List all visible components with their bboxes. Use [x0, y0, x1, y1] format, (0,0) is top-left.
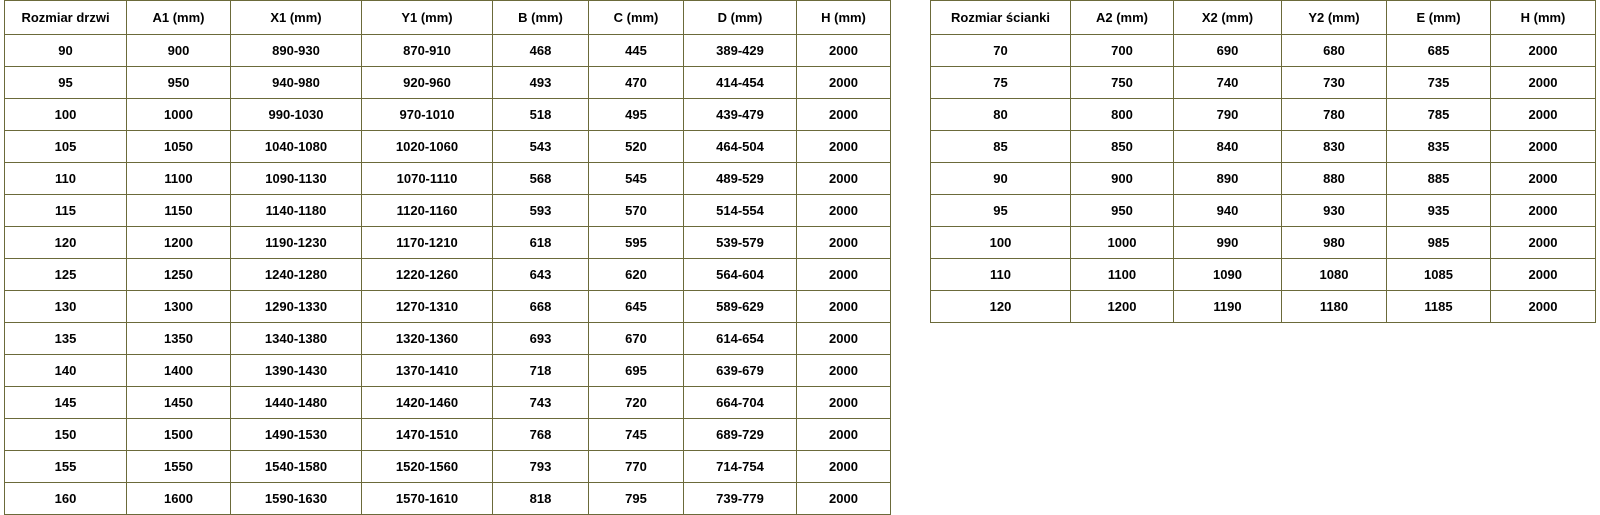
table-row — [5, 355, 891, 387]
cell: 125 — [5, 259, 127, 291]
table-row — [5, 163, 891, 195]
cell: 985 — [1387, 227, 1491, 259]
table-row — [5, 67, 891, 99]
column-header-h: H (mm) — [797, 1, 891, 35]
cell: 668 — [493, 291, 589, 323]
table-row — [5, 35, 891, 67]
table-header-row — [931, 1, 1596, 35]
cell: 2000 — [797, 323, 891, 355]
table-row — [5, 227, 891, 259]
cell: 689-729 — [684, 419, 797, 451]
column-header-rozmiar-drzwi: Rozmiar drzwi — [5, 1, 127, 35]
cell: 1200 — [127, 227, 231, 259]
cell: 620 — [589, 259, 684, 291]
cell: 890-930 — [231, 35, 362, 67]
cell: 2000 — [797, 259, 891, 291]
cell: 1090-1130 — [231, 163, 362, 195]
cell: 890 — [1174, 163, 1282, 195]
wall-table-header — [931, 1, 1596, 35]
cell: 795 — [589, 483, 684, 515]
table-row — [931, 35, 1596, 67]
cell: 2000 — [1491, 291, 1596, 323]
cell: 739-779 — [684, 483, 797, 515]
cell: 2000 — [797, 451, 891, 483]
cell: 793 — [493, 451, 589, 483]
cell: 2000 — [797, 387, 891, 419]
table-row — [5, 483, 891, 515]
cell: 439-479 — [684, 99, 797, 131]
cell: 1450 — [127, 387, 231, 419]
cell: 160 — [5, 483, 127, 515]
cell: 595 — [589, 227, 684, 259]
cell: 1300 — [127, 291, 231, 323]
cell: 1550 — [127, 451, 231, 483]
column-header-rozmiar-scianki: Rozmiar ścianki — [931, 1, 1071, 35]
cell: 1150 — [127, 195, 231, 227]
cell: 768 — [493, 419, 589, 451]
cell: 1440-1480 — [231, 387, 362, 419]
column-header-d: D (mm) — [684, 1, 797, 35]
cell: 2000 — [797, 483, 891, 515]
cell: 90 — [5, 35, 127, 67]
cell: 1390-1430 — [231, 355, 362, 387]
cell: 1040-1080 — [231, 131, 362, 163]
cell: 1540-1580 — [231, 451, 362, 483]
column-header-a1: A1 (mm) — [127, 1, 231, 35]
cell: 564-604 — [684, 259, 797, 291]
cell: 2000 — [797, 35, 891, 67]
cell: 150 — [5, 419, 127, 451]
cell: 545 — [589, 163, 684, 195]
cell: 1050 — [127, 131, 231, 163]
wall-panel-dimensions-table — [930, 0, 1596, 323]
table-row — [931, 131, 1596, 163]
cell: 680 — [1282, 35, 1387, 67]
cell: 470 — [589, 67, 684, 99]
cell: 645 — [589, 291, 684, 323]
cell: 520 — [589, 131, 684, 163]
cell: 720 — [589, 387, 684, 419]
doors-table-body — [5, 35, 891, 515]
table-row — [5, 419, 891, 451]
cell: 2000 — [1491, 131, 1596, 163]
cell: 105 — [5, 131, 127, 163]
cell: 1170-1210 — [362, 227, 493, 259]
cell: 835 — [1387, 131, 1491, 163]
cell: 1270-1310 — [362, 291, 493, 323]
cell: 1370-1410 — [362, 355, 493, 387]
cell: 70 — [931, 35, 1071, 67]
cell: 135 — [5, 323, 127, 355]
cell: 2000 — [797, 99, 891, 131]
cell: 664-704 — [684, 387, 797, 419]
cell: 970-1010 — [362, 99, 493, 131]
cell: 539-579 — [684, 227, 797, 259]
cell: 2000 — [1491, 67, 1596, 99]
cell: 614-654 — [684, 323, 797, 355]
table-row — [5, 99, 891, 131]
cell: 514-554 — [684, 195, 797, 227]
column-header-x1: X1 (mm) — [231, 1, 362, 35]
cell: 920-960 — [362, 67, 493, 99]
cell: 1220-1260 — [362, 259, 493, 291]
cell: 618 — [493, 227, 589, 259]
cell: 2000 — [797, 419, 891, 451]
doors-dimensions-table-container — [4, 0, 891, 515]
column-header-c: C (mm) — [589, 1, 684, 35]
cell: 95 — [931, 195, 1071, 227]
cell: 980 — [1282, 227, 1387, 259]
table-row — [931, 67, 1596, 99]
cell: 1320-1360 — [362, 323, 493, 355]
cell: 1200 — [1071, 291, 1174, 323]
cell: 1000 — [127, 99, 231, 131]
cell: 2000 — [797, 131, 891, 163]
cell: 2000 — [1491, 163, 1596, 195]
cell: 445 — [589, 35, 684, 67]
cell: 468 — [493, 35, 589, 67]
cell: 1340-1380 — [231, 323, 362, 355]
cell: 1250 — [127, 259, 231, 291]
cell: 1100 — [1071, 259, 1174, 291]
cell: 800 — [1071, 99, 1174, 131]
cell: 1240-1280 — [231, 259, 362, 291]
cell: 950 — [127, 67, 231, 99]
table-row — [931, 291, 1596, 323]
cell: 414-454 — [684, 67, 797, 99]
table-row — [931, 227, 1596, 259]
table-header-row — [5, 1, 891, 35]
column-header-e: E (mm) — [1387, 1, 1491, 35]
cell: 900 — [127, 35, 231, 67]
cell: 880 — [1282, 163, 1387, 195]
cell: 1590-1630 — [231, 483, 362, 515]
cell: 1190 — [1174, 291, 1282, 323]
cell: 1470-1510 — [362, 419, 493, 451]
cell: 700 — [1071, 35, 1174, 67]
wall-panel-dimensions-table-container — [930, 0, 1596, 323]
cell: 1420-1460 — [362, 387, 493, 419]
table-row — [931, 195, 1596, 227]
doors-table-header — [5, 1, 891, 35]
table-row — [931, 163, 1596, 195]
cell: 85 — [931, 131, 1071, 163]
cell: 75 — [931, 67, 1071, 99]
table-row — [5, 259, 891, 291]
cell: 593 — [493, 195, 589, 227]
cell: 120 — [931, 291, 1071, 323]
column-header-a2: A2 (mm) — [1071, 1, 1174, 35]
cell: 1350 — [127, 323, 231, 355]
cell: 990 — [1174, 227, 1282, 259]
cell: 643 — [493, 259, 589, 291]
cell: 1000 — [1071, 227, 1174, 259]
cell: 840 — [1174, 131, 1282, 163]
cell: 145 — [5, 387, 127, 419]
cell: 2000 — [1491, 259, 1596, 291]
wall-table-body — [931, 35, 1596, 323]
cell: 1600 — [127, 483, 231, 515]
table-row — [5, 195, 891, 227]
cell: 100 — [5, 99, 127, 131]
column-header-x2: X2 (mm) — [1174, 1, 1282, 35]
cell: 940-980 — [231, 67, 362, 99]
table-row — [931, 99, 1596, 131]
cell: 568 — [493, 163, 589, 195]
cell: 90 — [931, 163, 1071, 195]
cell: 1520-1560 — [362, 451, 493, 483]
cell: 2000 — [1491, 227, 1596, 259]
cell: 740 — [1174, 67, 1282, 99]
cell: 100 — [931, 227, 1071, 259]
cell: 120 — [5, 227, 127, 259]
cell: 718 — [493, 355, 589, 387]
cell: 2000 — [1491, 35, 1596, 67]
table-row — [5, 323, 891, 355]
cell: 745 — [589, 419, 684, 451]
cell: 2000 — [797, 355, 891, 387]
cell: 110 — [5, 163, 127, 195]
cell: 990-1030 — [231, 99, 362, 131]
cell: 780 — [1282, 99, 1387, 131]
cell: 690 — [1174, 35, 1282, 67]
cell: 1570-1610 — [362, 483, 493, 515]
cell: 1100 — [127, 163, 231, 195]
cell: 140 — [5, 355, 127, 387]
cell: 693 — [493, 323, 589, 355]
table-row — [5, 291, 891, 323]
cell: 2000 — [797, 163, 891, 195]
cell: 589-629 — [684, 291, 797, 323]
cell: 1190-1230 — [231, 227, 362, 259]
column-header-y2: Y2 (mm) — [1282, 1, 1387, 35]
cell: 743 — [493, 387, 589, 419]
cell: 2000 — [797, 195, 891, 227]
cell: 1400 — [127, 355, 231, 387]
column-header-h: H (mm) — [1491, 1, 1596, 35]
cell: 1185 — [1387, 291, 1491, 323]
cell: 750 — [1071, 67, 1174, 99]
cell: 1120-1160 — [362, 195, 493, 227]
cell: 1080 — [1282, 259, 1387, 291]
cell: 2000 — [797, 67, 891, 99]
cell: 493 — [493, 67, 589, 99]
cell: 830 — [1282, 131, 1387, 163]
cell: 670 — [589, 323, 684, 355]
cell: 110 — [931, 259, 1071, 291]
cell: 1090 — [1174, 259, 1282, 291]
cell: 1290-1330 — [231, 291, 362, 323]
cell: 2000 — [1491, 195, 1596, 227]
cell: 95 — [5, 67, 127, 99]
cell: 543 — [493, 131, 589, 163]
cell: 1085 — [1387, 259, 1491, 291]
table-row — [5, 131, 891, 163]
cell: 2000 — [797, 291, 891, 323]
cell: 1490-1530 — [231, 419, 362, 451]
cell: 1180 — [1282, 291, 1387, 323]
cell: 685 — [1387, 35, 1491, 67]
cell: 930 — [1282, 195, 1387, 227]
cell: 639-679 — [684, 355, 797, 387]
cell: 80 — [931, 99, 1071, 131]
cell: 790 — [1174, 99, 1282, 131]
cell: 785 — [1387, 99, 1491, 131]
table-row — [931, 259, 1596, 291]
cell: 1140-1180 — [231, 195, 362, 227]
cell: 885 — [1387, 163, 1491, 195]
cell: 2000 — [797, 227, 891, 259]
cell: 2000 — [1491, 99, 1596, 131]
cell: 1070-1110 — [362, 163, 493, 195]
doors-dimensions-table — [4, 0, 891, 515]
table-row — [5, 451, 891, 483]
cell: 714-754 — [684, 451, 797, 483]
cell: 935 — [1387, 195, 1491, 227]
cell: 950 — [1071, 195, 1174, 227]
cell: 730 — [1282, 67, 1387, 99]
cell: 495 — [589, 99, 684, 131]
cell: 155 — [5, 451, 127, 483]
cell: 1500 — [127, 419, 231, 451]
cell: 770 — [589, 451, 684, 483]
cell: 570 — [589, 195, 684, 227]
cell: 850 — [1071, 131, 1174, 163]
table-row — [5, 387, 891, 419]
cell: 1020-1060 — [362, 131, 493, 163]
cell: 818 — [493, 483, 589, 515]
cell: 389-429 — [684, 35, 797, 67]
column-header-y1: Y1 (mm) — [362, 1, 493, 35]
cell: 464-504 — [684, 131, 797, 163]
cell: 518 — [493, 99, 589, 131]
cell: 940 — [1174, 195, 1282, 227]
cell: 870-910 — [362, 35, 493, 67]
column-header-b: B (mm) — [493, 1, 589, 35]
cell: 900 — [1071, 163, 1174, 195]
cell: 735 — [1387, 67, 1491, 99]
cell: 115 — [5, 195, 127, 227]
cell: 489-529 — [684, 163, 797, 195]
cell: 695 — [589, 355, 684, 387]
cell: 130 — [5, 291, 127, 323]
